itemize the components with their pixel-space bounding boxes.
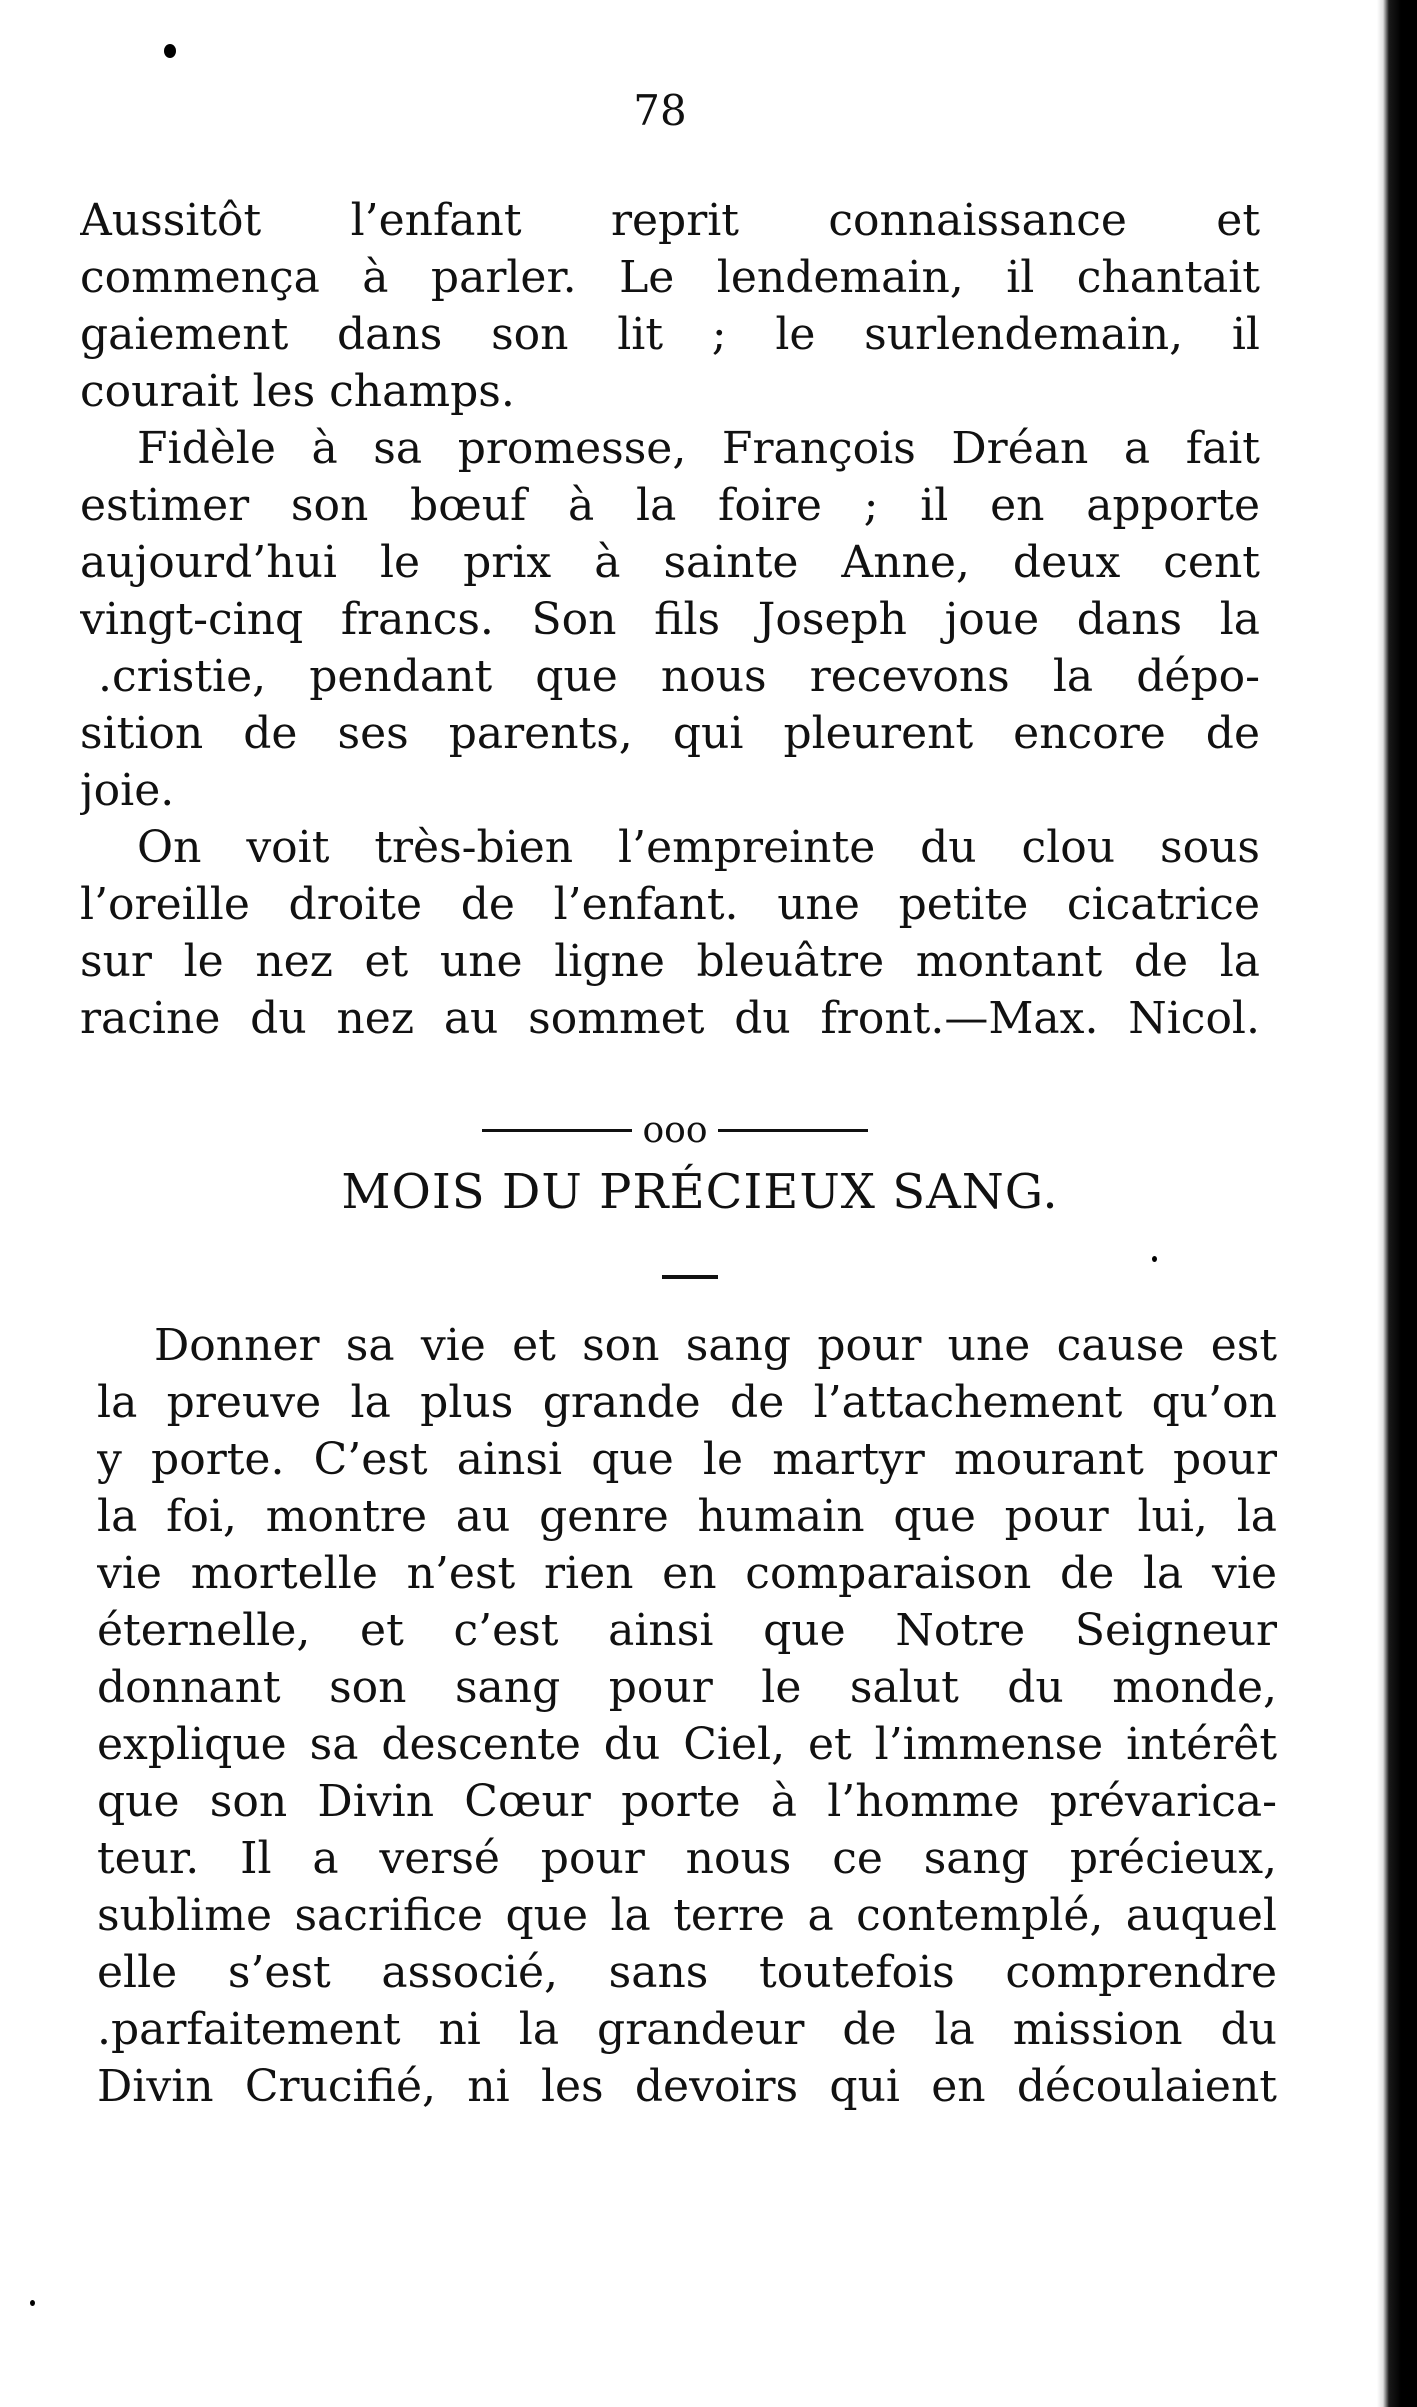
text-line: estimer son bœuf à la foire ; il en apporte (80, 480, 1260, 531)
text-line: la preuve la plus grande de l’attachement qu’on (97, 1377, 1277, 1428)
text-line: sublime sacrifice que la terre a contemplé, auquel (97, 1890, 1277, 1941)
text-line: .cristie, pendant que nous recevons la dépo- (98, 651, 1260, 702)
text-line: éternelle, et c’est ainsi que Notre Seigneur (97, 1605, 1277, 1656)
text-line: joie. (80, 765, 175, 816)
text-line: vingt-cinq francs. Son fils Joseph joue dans la (80, 594, 1260, 645)
separator-rule-left (482, 1129, 632, 1132)
text-line: Donner sa vie et son sang pour une cause est (154, 1320, 1277, 1371)
section-title: MOIS DU PRÉCIEUX SANG. (341, 1164, 1059, 1220)
text-line: racine du nez au sommet du front.—Max. Nicol. (80, 993, 1260, 1044)
separator-rule-right (718, 1129, 868, 1132)
anecdote-text (80, 192, 1260, 1047)
text-line: Divin Crucifié, ni les devoirs qui en découlaient (97, 2061, 1277, 2112)
ink-speck (164, 44, 176, 58)
text-line: aujourd’hui le prix à sainte Anne, deux cent (80, 537, 1260, 588)
text-line: l’oreille droite de l’enfant. une petite cicatrice (80, 879, 1260, 930)
text-line: sition de ses parents, qui pleurent encore de (80, 708, 1260, 759)
text-line: teur. Il a versé pour nous ce sang précieux, (97, 1833, 1277, 1884)
text-line: que son Divin Cœur porte à l’homme prévarica- (97, 1776, 1277, 1827)
ink-speck (1152, 1256, 1157, 1262)
text-line: Aussitôt l’enfant reprit connaissance et (80, 195, 1260, 246)
page-number: 78 (633, 86, 687, 135)
text-line: explique sa descente du Ciel, et l’immense intérêt (97, 1719, 1277, 1770)
text-line: courait les champs. (80, 366, 515, 417)
section-separator (470, 1105, 880, 1155)
text-line: donnant son sang pour le salut du monde, (97, 1662, 1277, 1713)
text-line: y porte. C’est ainsi que le martyr mourant pour (97, 1434, 1277, 1485)
text-line: commença à parler. Le lendemain, il chantait (80, 252, 1260, 303)
section-body (97, 1317, 1277, 2115)
text-line: vie mortelle n’est rien en comparaison de la vie (97, 1548, 1277, 1599)
text-line: gaiement dans son lit ; le surlendemain, il (80, 309, 1260, 360)
text-line: Fidèle à sa promesse, François Dréan a fait (137, 423, 1260, 474)
title-rule (662, 1275, 718, 1279)
text-line: la foi, montre au genre humain que pour lui, la (97, 1491, 1277, 1542)
text-line: .parfaitement ni la grandeur de la mission du (97, 2004, 1277, 2055)
text-line: On voit très-bien l’empreinte du clou sous (137, 822, 1260, 873)
text-line: elle s’est associé, sans toutefois comprendre (97, 1947, 1277, 1998)
text-line: sur le nez et une ligne bleuâtre montant de la (80, 936, 1260, 987)
binding-edge (1377, 0, 1417, 2407)
ink-speck (30, 2300, 35, 2306)
separator-ornament: ooo (642, 1109, 708, 1151)
